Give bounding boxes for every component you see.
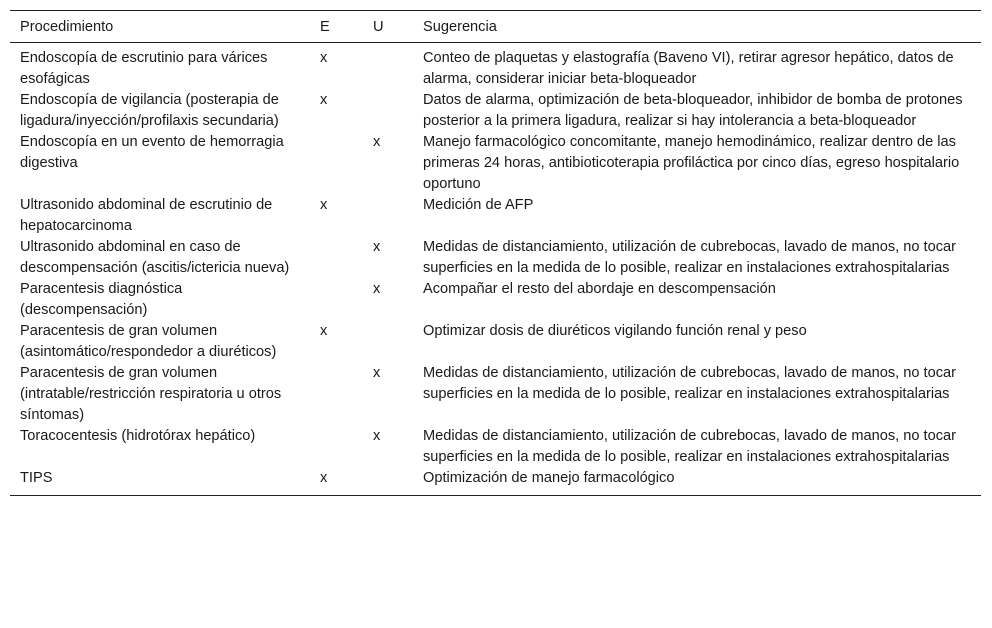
cell-e	[310, 363, 363, 426]
cell-suggestion: Medidas de distanciamiento, utilización de cubrebocas, lavado de manos, no tocar superficies en la medida de lo posible, realizar en instalaciones extrahospitalarias	[423, 365, 956, 402]
table-header-row	[10, 11, 981, 43]
cell-e: x	[320, 92, 328, 108]
cell-u: x	[373, 365, 381, 381]
table-row	[10, 363, 981, 426]
cell-procedure: Ultrasonido abdominal de escrutinio de hepatocarcinoma	[20, 197, 273, 234]
header-suggestion: Sugerencia	[423, 19, 497, 35]
table-row	[10, 132, 981, 195]
table-row	[10, 237, 981, 279]
cell-u: x	[373, 428, 381, 444]
table-row	[10, 43, 981, 91]
table-row	[10, 279, 981, 321]
cell-e	[310, 132, 363, 195]
procedures-table	[10, 10, 981, 496]
table-row	[10, 195, 981, 237]
table-row	[10, 321, 981, 363]
cell-procedure: Paracentesis diagnóstica (descompensación)	[20, 281, 183, 318]
cell-e	[310, 279, 363, 321]
cell-suggestion: Conteo de plaquetas y elastografía (Baveno VI), retirar agresor hepático, datos de alarma, considerar iniciar beta-bloqueador	[423, 50, 954, 87]
cell-e	[310, 237, 363, 279]
cell-suggestion: Manejo farmacológico concomitante, manejo hemodinámico, realizar dentro de las primeras 24 horas, antibioticoterapia profiláctica por cinco días, egreso hospitalario oportuno	[423, 134, 960, 192]
cell-e: x	[320, 470, 328, 486]
cell-u: x	[373, 281, 381, 297]
table-row	[10, 90, 981, 132]
cell-procedure: Endoscopía en un evento de hemorragia digestiva	[20, 134, 284, 171]
cell-u	[363, 43, 413, 91]
cell-suggestion: Medición de AFP	[423, 197, 534, 213]
header-u: U	[373, 19, 384, 35]
procedures-table-container	[10, 10, 981, 496]
cell-procedure: Paracentesis de gran volumen (asintomático/respondedor a diuréticos)	[20, 323, 277, 360]
cell-u	[363, 90, 413, 132]
cell-u: x	[373, 239, 381, 255]
cell-u	[363, 321, 413, 363]
cell-procedure: Endoscopía de escrutinio para várices esofágicas	[20, 50, 268, 87]
cell-e	[310, 426, 363, 468]
cell-suggestion: Optimización de manejo farmacológico	[423, 470, 675, 486]
cell-procedure: TIPS	[20, 470, 53, 486]
table-row	[10, 468, 981, 496]
header-e: E	[320, 19, 330, 35]
cell-suggestion: Datos de alarma, optimización de beta-bloqueador, inhibidor de bomba de protones posterior a la primera ligadura, realizar si hay intolerancia a beta-bloqueador	[423, 92, 963, 129]
cell-suggestion: Acompañar el resto del abordaje en descompensación	[423, 281, 776, 297]
cell-suggestion: Medidas de distanciamiento, utilización de cubrebocas, lavado de manos, no tocar superficies en la medida de lo posible, realizar en instalaciones extrahospitalarias	[423, 428, 956, 465]
cell-u	[363, 468, 413, 496]
cell-e: x	[320, 50, 328, 66]
cell-suggestion: Medidas de distanciamiento, utilización de cubrebocas, lavado de manos, no tocar superficies en la medida de lo posible, realizar en instalaciones extrahospitalarias	[423, 239, 956, 276]
cell-procedure: Paracentesis de gran volumen (intratable/restricción respiratoria u otros síntomas)	[20, 365, 282, 423]
cell-procedure: Ultrasonido abdominal en caso de descompensación (ascitis/ictericia nueva)	[20, 239, 290, 276]
cell-u: x	[373, 134, 381, 150]
table-row	[10, 426, 981, 468]
cell-procedure: Endoscopía de vigilancia (posterapia de ligadura/inyección/profilaxis secundaria)	[20, 92, 279, 129]
cell-procedure: Toracocentesis (hidrotórax hepático)	[20, 428, 256, 444]
cell-e: x	[320, 197, 328, 213]
cell-suggestion: Optimizar dosis de diuréticos vigilando función renal y peso	[423, 323, 807, 339]
header-procedure: Procedimiento	[20, 19, 114, 35]
cell-e: x	[320, 323, 328, 339]
cell-u	[363, 195, 413, 237]
